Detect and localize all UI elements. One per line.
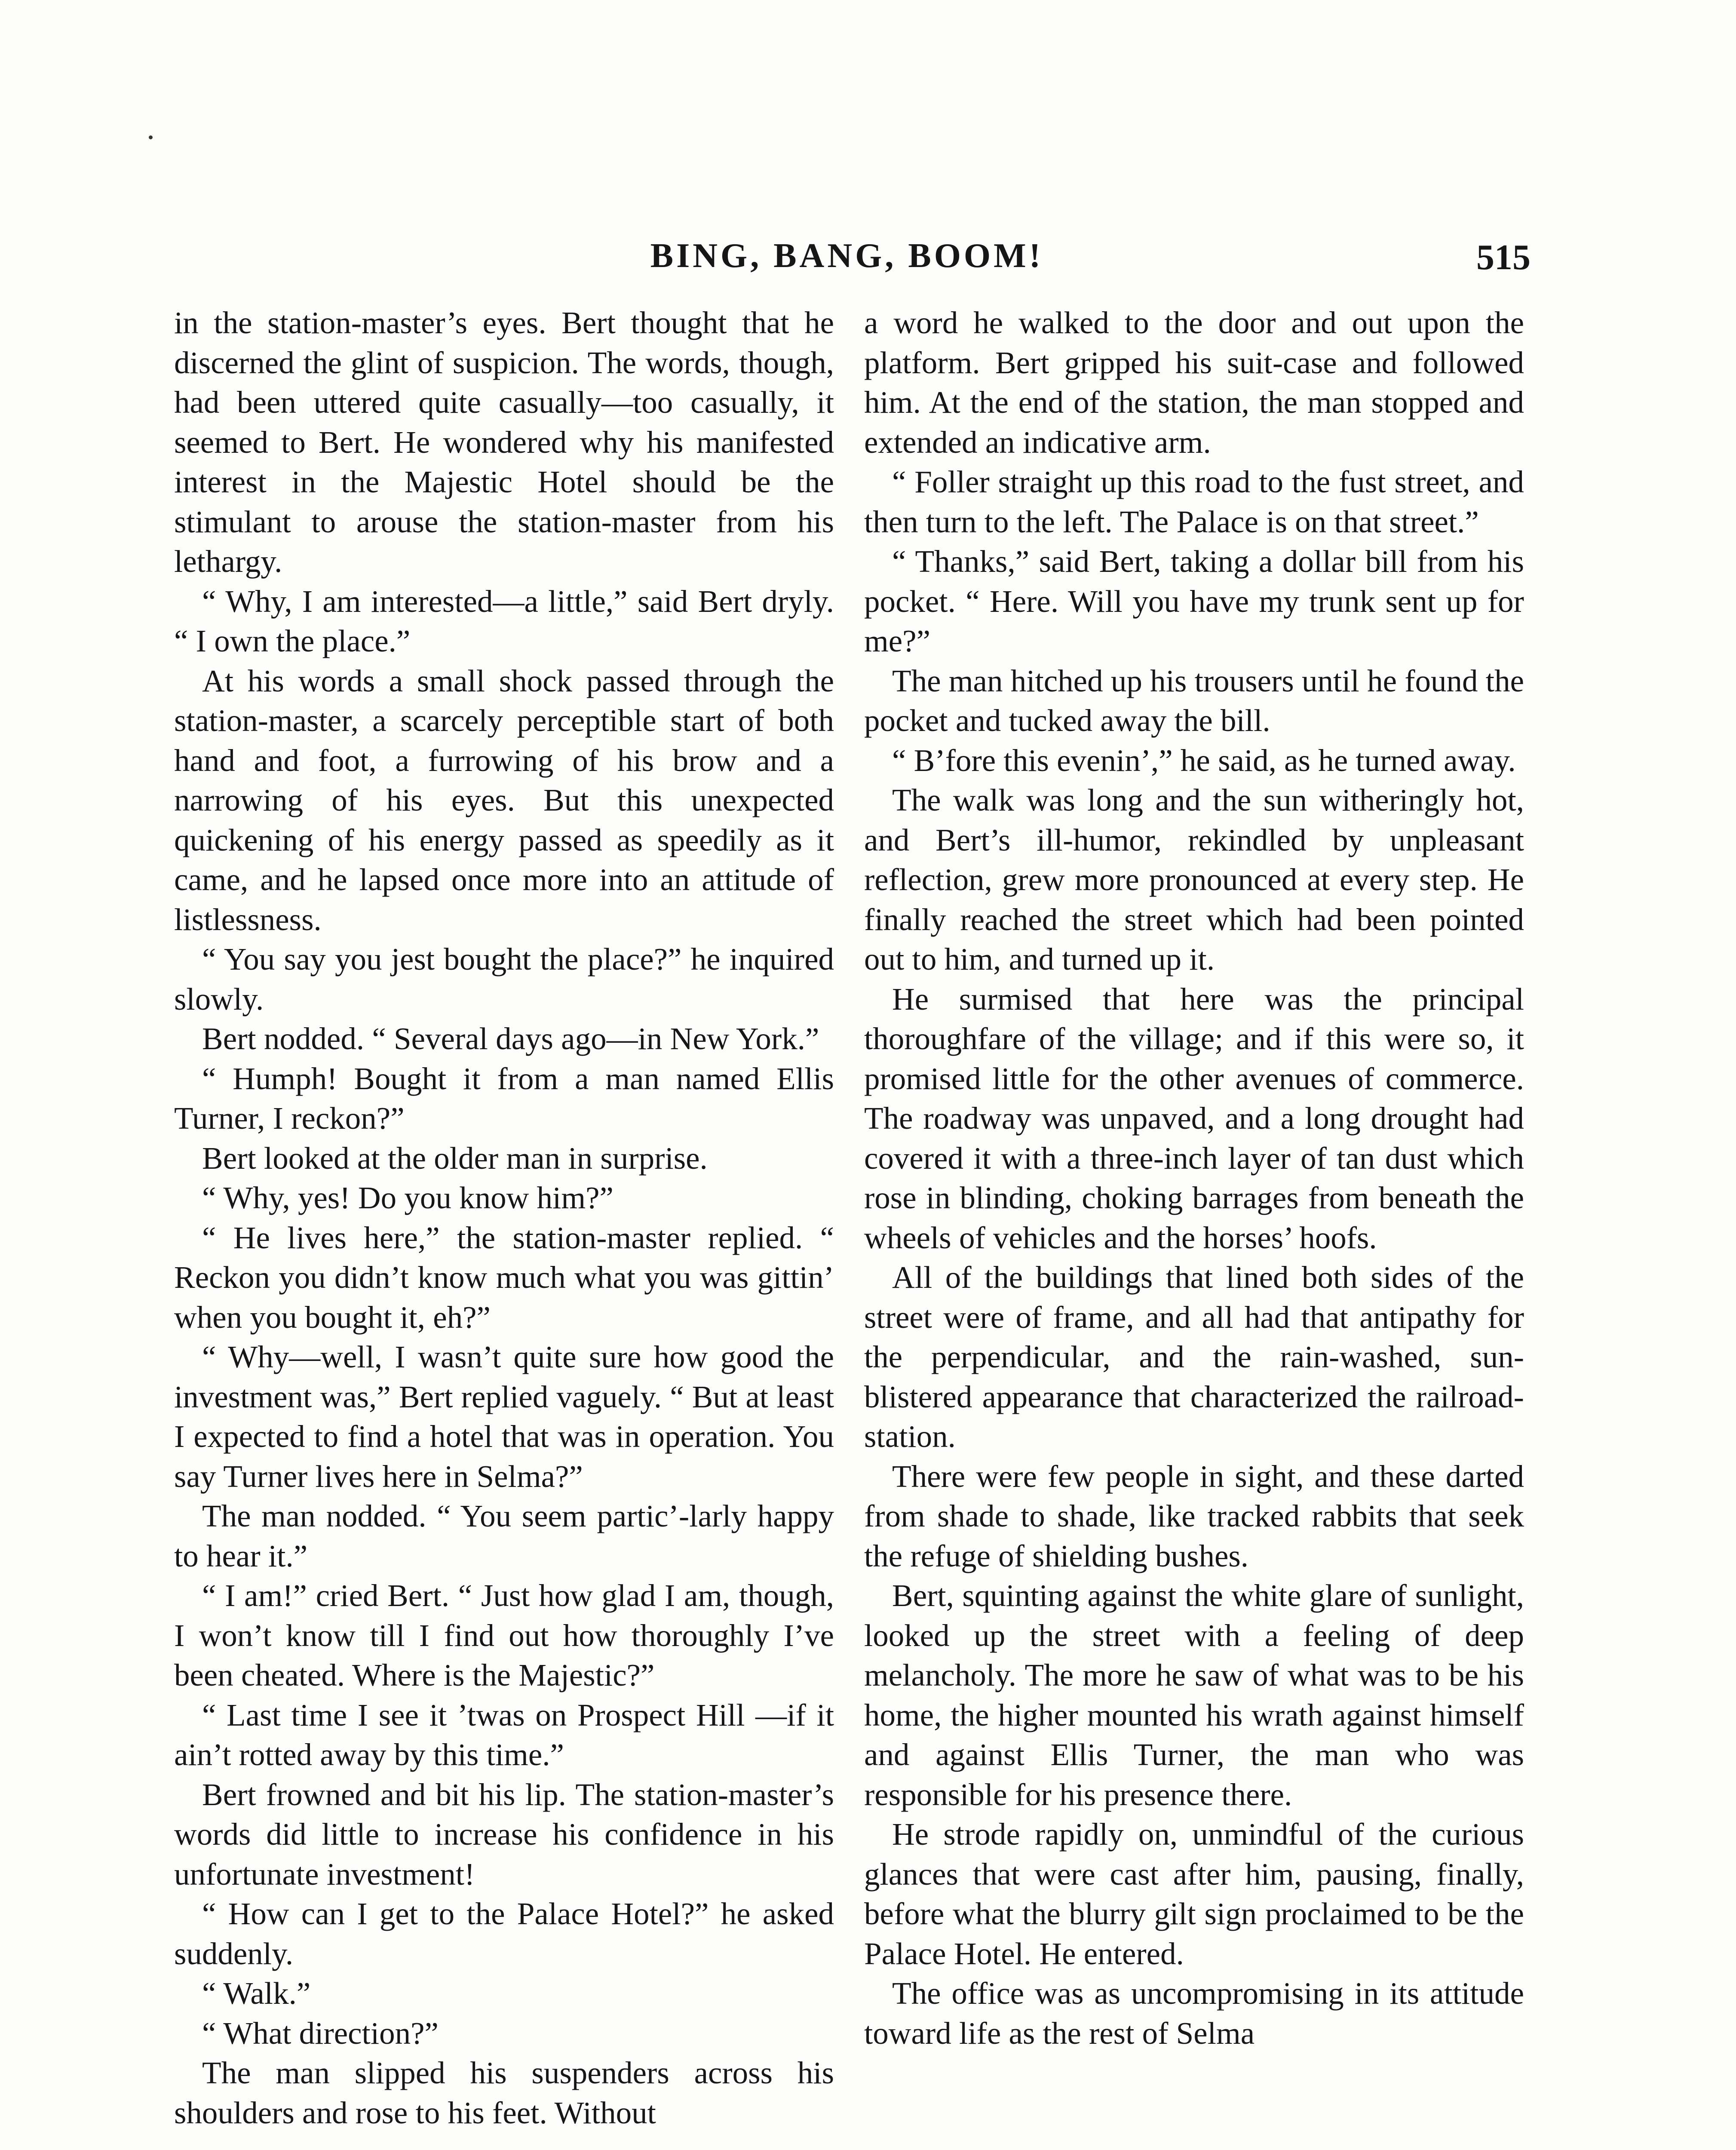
- page-header: [163, 236, 1531, 284]
- paragraph: “ Why, I am interested—a little,” said Bert dryly. “ I own the place.”: [174, 584, 834, 658]
- paragraph: “ B’fore this evenin’,” he said, as he turned away.: [892, 743, 1516, 778]
- paragraph: Bert frowned and bit his lip. The station-master’s words did little to increase his confidence in his unfortunate investment!: [174, 1777, 834, 1892]
- page-number: 515: [1476, 237, 1531, 277]
- paragraph: “ Why, yes! Do you know him?”: [202, 1180, 613, 1215]
- paragraph: “ You say you jest bought the place?” he inquired slowly.: [174, 942, 834, 1017]
- paragraph: “ I am!” cried Bert. “ Just how glad I am, though, I won’t know till I find out how thoroughly I’ve been cheated. Where is the Majestic?”: [174, 1578, 834, 1692]
- scan-speck: [149, 135, 153, 139]
- paragraph: There were few people in sight, and these darted from shade to shade, like tracked rabbits that seek the refuge of shielding bushes.: [864, 1459, 1524, 1573]
- paragraph: The office was as uncompromising in its attitude toward life as the rest of Selma: [864, 1976, 1524, 2051]
- right-column: [864, 303, 1524, 2053]
- left-column: [174, 303, 834, 2133]
- paragraph: Bert looked at the older man in surprise.: [202, 1140, 708, 1176]
- paragraph: “ Foller straight up this road to the fust street, and then turn to the left. The Palace is on that street.”: [864, 464, 1524, 539]
- paragraph: Bert nodded. “ Several days ago—in New York.”: [202, 1021, 819, 1056]
- paragraph: “ He lives here,” the station-master replied. “ Reckon you didn’t know much what you was gittin’ when you bought it, eh?”: [174, 1220, 834, 1335]
- paragraph: “ Thanks,” said Bert, taking a dollar bill from his pocket. “ Here. Will you have my trunk sent up for me?”: [864, 544, 1524, 658]
- paragraph: All of the buildings that lined both sides of the street were of frame, and all had that antipathy for the perpendicular, and the rain-washed, sun-blistered appearance that characterized the railroad-station.: [864, 1260, 1524, 1454]
- paragraph: The man hitched up his trousers until he found the pocket and tucked away the bill.: [864, 663, 1524, 738]
- paragraph: The walk was long and the sun witheringly hot, and Bert’s ill-humor, rekindled by unpleasant reflection, grew more pronounced at every step. He finally reached the street which had been pointed out to him, and turned up it.: [864, 783, 1524, 977]
- paragraph: He surmised that here was the principal thoroughfare of the village; and if this were so, it promised little for the other avenues of commerce. The roadway was unpaved, and a long drought had covered it with a three-inch layer of tan dust which rose in blinding, choking barrages from beneath the wheels of vehicles and the horses’ hoofs.: [864, 981, 1524, 1255]
- paragraph: “ How can I get to the Palace Hotel?” he asked suddenly.: [174, 1896, 834, 1971]
- paragraph: He strode rapidly on, unmindful of the curious glances that were cast after him, pausing, finally, before what the blurry gilt sign proclaimed to be the Palace Hotel. He entered.: [864, 1817, 1524, 1971]
- paragraph: Bert, squinting against the white glare of sunlight, looked up the street with a feeling of deep melancholy. The more he saw of what was to be his home, the higher mounted his wrath against himself and against Ellis Turner, the man who was responsible for his presence there.: [864, 1578, 1524, 1812]
- paragraph: “ Walk.”: [202, 1976, 311, 2011]
- running-head: BING, BANG, BOOM!: [650, 237, 1044, 275]
- paragraph: The man slipped his suspenders across his shoulders and rose to his feet. Without: [174, 2055, 834, 2130]
- paragraph: “ Why—well, I wasn’t quite sure how good the investment was,” Bert replied vaguely. “ But at least I expected to find a hotel that was in operation. You say Turner lives here in Selma?”: [174, 1339, 834, 1494]
- paragraph: “ What direction?”: [202, 2015, 439, 2051]
- paragraph: At his words a small shock passed through the station-master, a scarcely perceptible start of both hand and foot, a furrowing of his brow and a narrowing of his eyes. But this unexpected quickening of his energy passed as speedily as it came, and he lapsed once more into an attitude of listlessness.: [174, 663, 834, 937]
- paragraph: a word he walked to the door and out upon the platform. Bert gripped his suit-case and followed him. At the end of the station, the man stopped and extended an indicative arm.: [864, 305, 1524, 460]
- paragraph: The man nodded. “ You seem partic’-larly happy to hear it.”: [174, 1499, 834, 1573]
- paragraph: in the station-master’s eyes. Bert thought that he discerned the glint of suspicion. The words, though, had been uttered quite casually—too casually, it seemed to Bert. He wondered why his manifested interest in the Majestic Hotel should be the stimulant to arouse the station-master from his lethargy.: [174, 305, 834, 579]
- paragraph: “ Humph! Bought it from a man named Ellis Turner, I reckon?”: [174, 1061, 834, 1136]
- paragraph: “ Last time I see it ’twas on Prospect Hill —if it ain’t rotted away by this time.”: [174, 1697, 834, 1772]
